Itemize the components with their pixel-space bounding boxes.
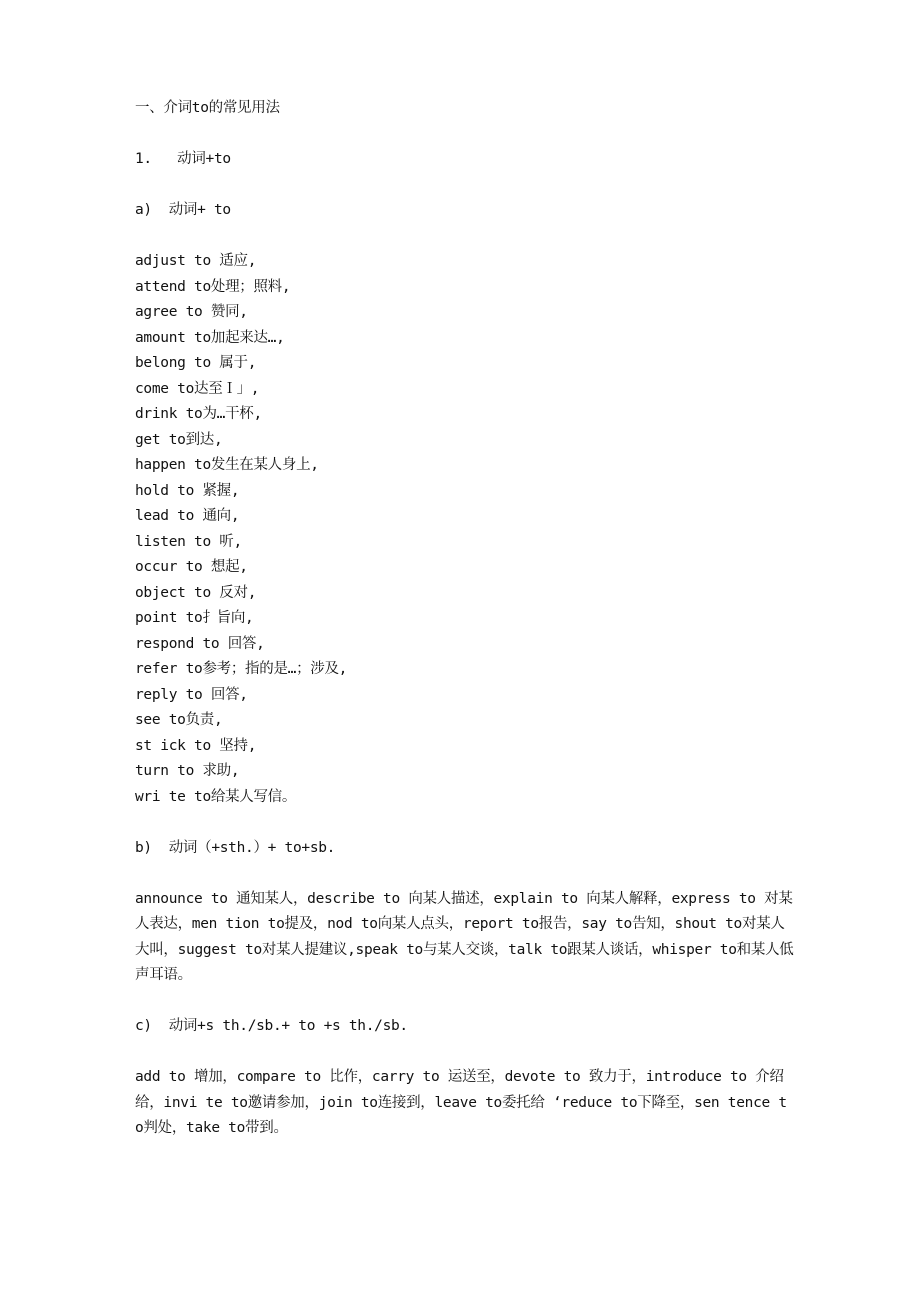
- list-item: attend to处理；照料,: [135, 278, 291, 295]
- list-item: agree to 赞同,: [135, 304, 248, 320]
- list-item: turn to 求助,: [135, 763, 240, 779]
- spacer: [135, 122, 795, 148]
- spacer: [135, 861, 795, 887]
- list-item: get to到达,: [135, 431, 223, 448]
- list-item: object to 反对,: [135, 584, 257, 601]
- subsection-b-title: b) 动词（+sth.）+ to+sb.: [135, 839, 336, 856]
- subsection-a-title: a) 动词+ to: [135, 202, 231, 218]
- list-item: adjust to 适应,: [135, 253, 257, 269]
- list-item: point to扌旨向,: [135, 610, 254, 626]
- spacer: [135, 224, 795, 250]
- paragraph-b: announce to 通知某人，describe to 向某人描述，explain to 向某人解释，express to 对某人表达，men tion to提及，nod to向某人点头，report to报告，say to告知，shout to对某人大叫，suggest to对某人提建议,speak to与某人交谈，talk to跟某人谈话，whisper to和某人低声耳语。: [135, 890, 794, 983]
- list-item: amount to加起来达…,: [135, 329, 285, 346]
- verb-list-a: [135, 249, 795, 810]
- list-item: happen to发生在某人身上,: [135, 457, 319, 473]
- list-item: wri te to给某人写信。: [135, 788, 297, 805]
- subsection-c-title: c) 动词+s th./sb.+ to +s th./sb.: [135, 1018, 408, 1034]
- list-item: occur to 想起,: [135, 559, 248, 575]
- spacer: [135, 1040, 795, 1066]
- list-item: listen to 听,: [135, 533, 242, 550]
- spacer: [135, 989, 795, 1015]
- paragraph-c: add to 增加，compare to 比作，carry to 运送至，devote to 致力于，introduce to 介绍 给，invi te to邀请参加，join to连接到，leave to委托给 ‘reduce to下降至，sen tence to判处，take to带到。: [135, 1069, 787, 1136]
- list-item: come to达至Ｉ」,: [135, 380, 260, 397]
- list-item: lead to 通向,: [135, 508, 240, 524]
- list-item: st ick to 坚持,: [135, 737, 257, 754]
- list-item: belong to 属于,: [135, 355, 257, 371]
- list-item: drink to为…干杯,: [135, 406, 262, 422]
- document-body: [135, 96, 795, 1142]
- list-item: respond to 回答,: [135, 635, 265, 652]
- section-heading: 一、介词to的常见用法: [135, 100, 280, 116]
- list-item: hold to 紧握,: [135, 482, 240, 499]
- list-item: reply to 回答,: [135, 686, 248, 703]
- spacer: [135, 173, 795, 199]
- spacer: [135, 810, 795, 836]
- list-item: see to负责,: [135, 712, 223, 728]
- section-1-title: 1. 动词+to: [135, 151, 231, 167]
- list-item: refer to参考；指的是…；涉及,: [135, 661, 348, 677]
